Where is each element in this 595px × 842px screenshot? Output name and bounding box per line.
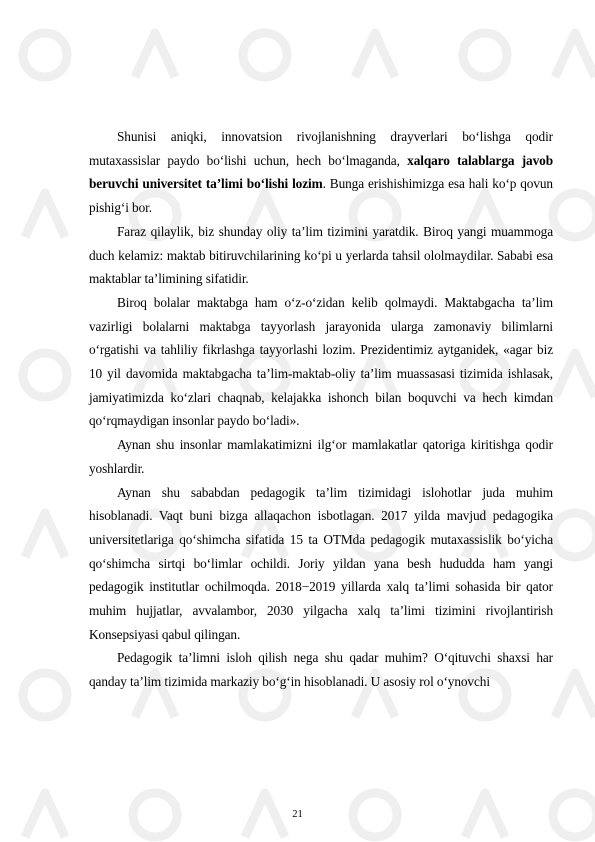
watermark-mark bbox=[555, 673, 595, 717]
paragraph-5: Aynan shu sababdan pedagogik ta’lim tizimidagi islohotlar juda muhim hisoblanadi. Vaqt buni bizga allaqachon isbotlagan. 2017 yilda mavjud pedagogika universitetlariga qo‘shimcha sifatida 15 ta OTMda pedagogik mutaxassislik bo‘yicha qo‘shimcha sirtqi bo‘limlar ochildi. Joriy yildan yana besh hududda ham yangi pedagogik institutlar ochilmoqda. 2018−2019 yillarda xalq ta’limi sohasida bir qator muhim hujjatlar, avvalambor, 2030 yilgacha xalq ta’limi tizimini rivojlantirish Konsepsiyasi qabul qilingan. bbox=[89, 484, 553, 642]
paragraph-1 bbox=[89, 125, 553, 220]
watermark-mark bbox=[243, 33, 287, 77]
paragraph-6: Pedagogik ta’limni isloh qilish nega shu qadar muhim? O‘qituvchi shaxsi har qanday ta’lim tizimida markaziy bo‘g‘in hisoblanadi. U asosiy rol o‘ynovchi bbox=[89, 650, 553, 690]
watermark-mark bbox=[23, 353, 67, 397]
watermark-mark bbox=[25, 193, 65, 237]
watermark-mark bbox=[463, 33, 507, 77]
paragraph-3: Biroq bolalar maktabga ham o‘z-o‘zidan kelib qolmaydi. Maktabgacha ta’lim vazirligi bolalarni maktabga tayyorlash jarayonida ularga zamonaviy bilimlarni o‘rgatishi va tahliliy fikrlashga tayyorlashi lozim. Prezidentimiz aytganidek, «agar biz 10 yil davomida maktabgacha ta’lim-maktab-oliy ta’lim muassasasi tizimida ishlasak, jamiyatimizda ko‘zlari chaqnab, kelajakka ishonch bilan boquvchi va hech kimdan qo‘rqmaydigan insonlar paydo bo‘ladi». bbox=[89, 294, 553, 429]
paragraph-1-tail: . Bunga erishishimizga esa hali ko‘p qovun pishig‘i bor. bbox=[89, 176, 553, 216]
watermark-mark bbox=[553, 513, 595, 557]
watermark-mark bbox=[553, 193, 595, 237]
page-number: 21 bbox=[292, 809, 303, 820]
paragraph-4: Aynan shu insonlar mamlakatimizni ilg‘or mamlakatlar qatoriga kiritishga qodir yoshlardir. bbox=[89, 437, 553, 476]
watermark-mark bbox=[355, 33, 395, 77]
watermark-mark bbox=[555, 353, 595, 397]
watermark-mark bbox=[23, 673, 67, 717]
paragraph-1-bold: xalqaro talablarga javob beruvchi universitet ta’limi bo‘lishi lozim bbox=[89, 152, 553, 192]
paragraph-2: Faraz qilaylik, biz shunday oliy ta’lim tizimini yaratdik. Biroq yangi muammoga duch kelamiz: maktab bitiruvchilarining ko‘pi u yerlarda tahsil ololmaydilar. Sababi esa maktablar ta’limining sifatidir. bbox=[89, 223, 553, 287]
watermark-mark bbox=[555, 33, 595, 77]
watermark-mark bbox=[23, 33, 67, 77]
watermark-mark bbox=[25, 513, 65, 557]
body-text bbox=[89, 125, 553, 694]
paragraph-1-lead: Shunisi aniqki, innovatsion rivojlanishning drayverlari bo‘lishga qodir mutaxassislar paydo bo‘lishi uchun, hech bo‘lmaganda, bbox=[89, 129, 553, 168]
watermark-mark bbox=[135, 33, 175, 77]
